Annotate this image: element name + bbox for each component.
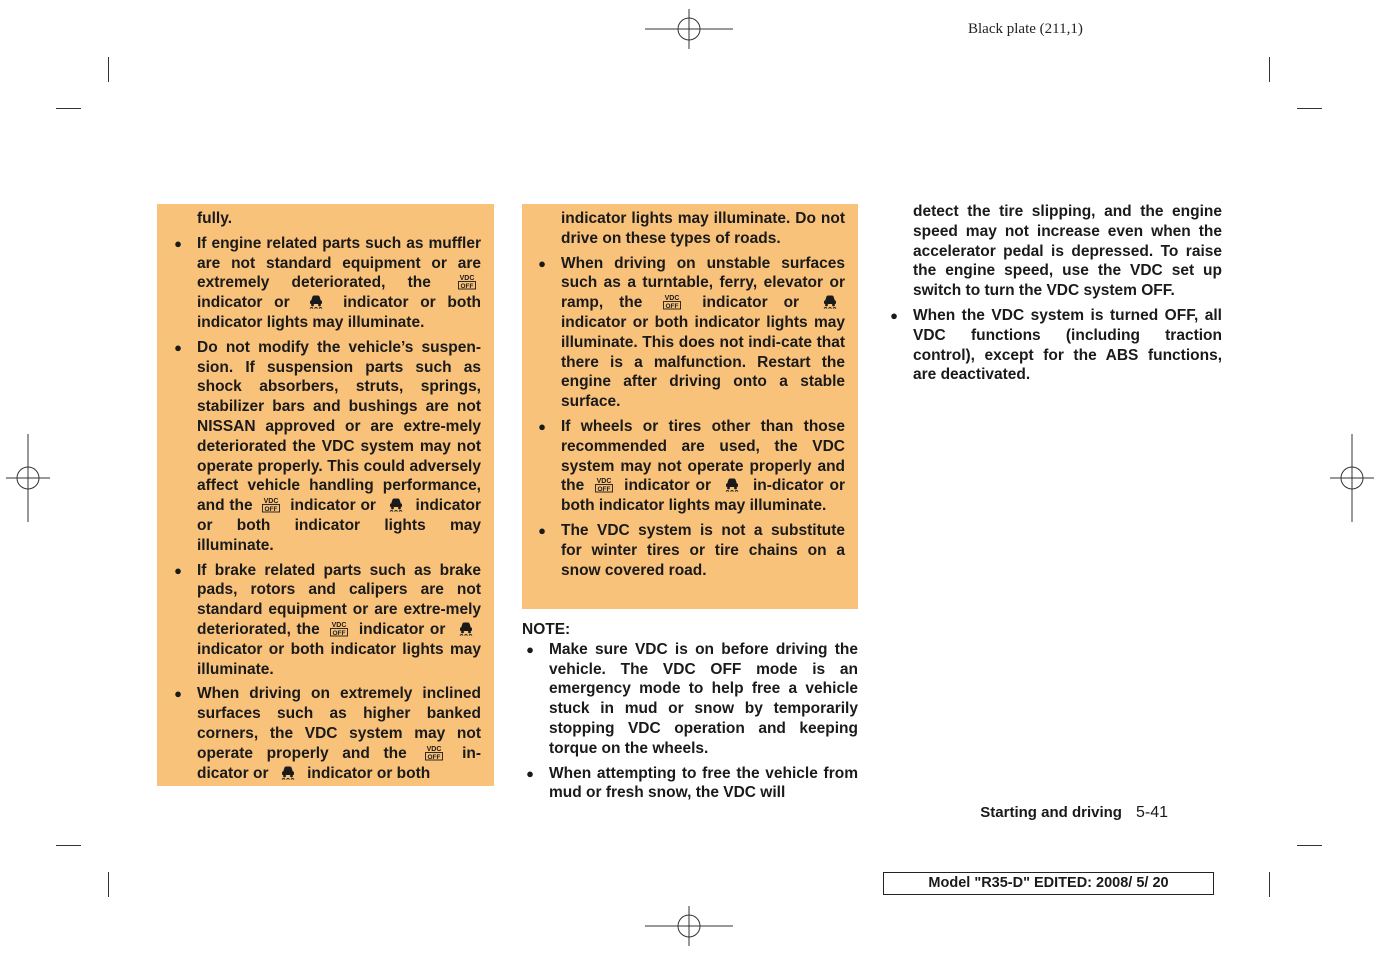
svg-text:VDC: VDC [664, 295, 680, 303]
continued-text: indicator lights may illuminate. Do not drive on these types of roads. [561, 210, 845, 247]
registration-mark-bottom [689, 926, 690, 927]
slip-indicator-icon [821, 293, 839, 310]
slip-indicator-icon [723, 476, 741, 493]
registration-mark-right [1352, 478, 1353, 479]
crop-mark [56, 108, 81, 109]
note-list [526, 640, 858, 803]
list-item: ● When attempting to free the vehicle from mud or fresh snow, the VDC will [549, 764, 858, 804]
list-item: ● When driving on extremely inclined surfaces such as higher banked corners, the VDC system may not operate properly and the VDC OFF in-dicator or indicator or both [197, 684, 481, 783]
bullet: ● [526, 641, 534, 657]
crop-mark [108, 57, 109, 82]
bullet: ● [526, 765, 534, 781]
bullet: ● [174, 235, 182, 251]
slip-indicator-icon [457, 620, 475, 637]
slip-indicator-icon [307, 293, 325, 310]
plate-label: Black plate (211,1) [968, 21, 1083, 37]
page-footer [980, 804, 1168, 822]
crop-mark [1297, 845, 1322, 846]
registration-mark-top [689, 29, 690, 30]
continued-text: fully. [197, 210, 233, 227]
bullet: ● [538, 522, 546, 538]
note-section [522, 620, 858, 808]
svg-text:OFF: OFF [264, 506, 278, 514]
text-column-3 [890, 202, 1222, 390]
list-item: ● Make sure VDC is on before driving the vehicle. The VDC OFF mode is an emergency mode to help free a vehicle stuck in mud or snow by temporarily stopping VDC operation and keeping torque on the wheels. [549, 640, 858, 759]
list-item: ● The VDC system is not a substitute for winter tires or tire chains on a snow covered road. [561, 521, 845, 580]
continued-text: detect the tire slipping, and the engine speed may not increase even when the accelerator pedal is depressed. To raise the engine speed, use the VDC set up switch to turn the VDC system OFF. [913, 203, 1222, 300]
svg-text:OFF: OFF [665, 303, 679, 311]
note-heading: NOTE: [522, 621, 571, 638]
svg-text:VDC: VDC [331, 621, 347, 629]
list-item: ● When driving on unstable surfaces such as a turntable, ferry, elevator or ramp, the VDC OFF indicator or indicator or both indicator lights may illuminate. This does not indi-cate that there is a malfunction. Restart the engine after driving onto a stable surface. [561, 254, 845, 412]
svg-text:OFF: OFF [597, 486, 611, 494]
page-number: 5-41 [1135, 804, 1168, 821]
vdc-off-icon [662, 293, 682, 310]
svg-text:VDC: VDC [596, 478, 612, 486]
svg-text:OFF: OFF [427, 753, 441, 761]
warning-box-column-1 [157, 204, 494, 786]
crop-mark [1269, 872, 1270, 897]
crop-mark [1269, 57, 1270, 82]
bullet: ● [890, 307, 898, 323]
list-item: ● If brake related parts such as brake pads, rotors and calipers are not standard equipment or are extre-mely deteriorated, the VDC OFF indicator or indicator or both indicator lights may illuminate. [197, 561, 481, 680]
list-item: ● When the VDC system is turned OFF, all VDC functions (including traction control), except for the ABS functions, are deactivated. [913, 306, 1222, 385]
vdc-off-icon [457, 273, 477, 290]
model-edited-box: Model "R35-D" EDITED: 2008/ 5/ 20 [883, 872, 1214, 895]
list-item: ● Do not modify the vehicle’s suspen-sion. If suspension parts such as shock absorbers, struts, springs, stabilizer bars and bushings are not NISSAN approved or are extre-mely deteriorated the VDC system may not operate properly. This could adversely affect vehicle handling performance, and the VDC OFF indicator or indicator or both indicator lights may illuminate. [197, 338, 481, 556]
slip-indicator-icon [387, 496, 405, 513]
slip-indicator-icon [279, 764, 297, 781]
crop-mark [108, 872, 109, 897]
warning-box-column-2 [522, 204, 858, 609]
list-item: ● If wheels or tires other than those recommended are used, the VDC system may not operate properly and the VDC OFF indicator or in-dicator or both indicator lights may illuminate. [561, 417, 845, 516]
crop-mark [56, 845, 81, 846]
crop-mark [1297, 108, 1322, 109]
section-name: Starting and driving [980, 804, 1122, 821]
vdc-off-icon [594, 476, 614, 493]
bullet: ● [174, 339, 182, 355]
svg-text:OFF: OFF [460, 283, 474, 291]
bullet: ● [538, 255, 546, 271]
vdc-off-icon [261, 496, 281, 513]
svg-text:OFF: OFF [332, 629, 346, 637]
bullet: ● [538, 418, 546, 434]
bullet: ● [174, 686, 182, 702]
vdc-off-icon [329, 620, 349, 637]
svg-text:VDC: VDC [459, 275, 475, 283]
vdc-off-icon [424, 744, 444, 761]
svg-text:VDC: VDC [264, 498, 279, 506]
list-item: ● If engine related parts such as muffler are not standard equipment or are extremely deteriorated, the VDC OFF indicator or indicator or both indicator lights may illuminate. [197, 234, 481, 333]
svg-text:VDC: VDC [427, 745, 442, 753]
bullet: ● [174, 562, 182, 578]
registration-mark-left [28, 478, 29, 479]
